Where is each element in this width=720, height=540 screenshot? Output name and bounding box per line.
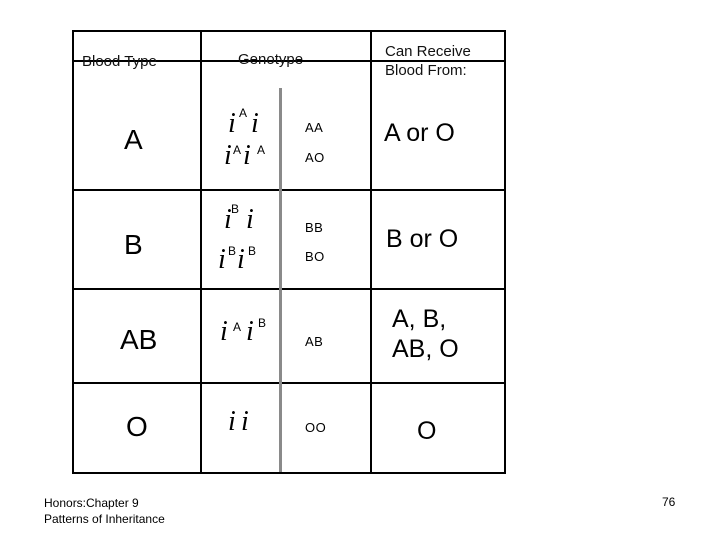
blood-type-b: B	[124, 229, 143, 260]
genotype-base: i	[224, 140, 232, 171]
genotype-allele: B	[228, 244, 237, 258]
col-divider-1	[200, 32, 202, 472]
genotype-base: i	[243, 140, 251, 171]
footer-chapter	[44, 495, 165, 527]
receive-a: A or O	[384, 119, 455, 147]
row-divider-1	[74, 189, 504, 191]
header-blood-type: Blood Type	[82, 53, 157, 70]
genotype-allele: A	[239, 106, 248, 120]
blood-type-a: A	[124, 124, 143, 155]
genotype-base: i	[251, 108, 259, 139]
header-genotype: Genotype	[238, 51, 304, 68]
footer-line1: Honors:Chapter 9	[44, 496, 139, 510]
phenotype-bb: BB	[305, 220, 324, 235]
receive-ab-line2: AB, O	[392, 335, 459, 363]
page-number: 76	[662, 495, 676, 509]
genotype-base: i	[241, 406, 249, 437]
phenotype-ab: AB	[305, 334, 324, 349]
genotype-allele: A	[257, 143, 266, 157]
receive-ab	[392, 304, 459, 364]
genotype-base: i	[246, 316, 254, 347]
row-divider-3	[74, 382, 504, 384]
header-can-receive-line1: Can Receive	[385, 43, 471, 60]
genotype-allele: A	[233, 320, 242, 334]
receive-o: O	[417, 417, 437, 445]
genotype-base: i	[246, 204, 254, 235]
genotype-allele: B	[231, 202, 240, 216]
phenotype-ao: AO	[305, 150, 325, 165]
genotype-split-line	[279, 88, 282, 472]
genotype-base: i	[220, 316, 228, 347]
genotype-base: i	[224, 204, 232, 235]
row-divider-2	[74, 288, 504, 290]
blood-type-table	[72, 30, 506, 474]
phenotype-oo: OO	[305, 420, 327, 435]
header-can-receive	[385, 42, 471, 80]
genotype-allele: B	[258, 316, 267, 330]
genotype-base: i	[228, 406, 236, 437]
col-divider-3	[370, 32, 372, 472]
receive-ab-line1: A, B,	[392, 305, 447, 333]
phenotype-aa: AA	[305, 120, 324, 135]
genotype-base: i	[237, 244, 245, 275]
blood-type-ab: AB	[120, 324, 158, 355]
genotype-allele: B	[248, 244, 257, 258]
genotype-base: i	[228, 108, 236, 139]
header-can-receive-line2: Blood From:	[385, 62, 467, 79]
footer-line2: Patterns of Inheritance	[44, 512, 165, 526]
blood-type-o: O	[126, 411, 148, 442]
receive-b: B or O	[386, 225, 459, 253]
genotype-allele: A	[233, 143, 242, 157]
phenotype-bo: BO	[305, 249, 325, 264]
genotype-base: i	[218, 244, 226, 275]
